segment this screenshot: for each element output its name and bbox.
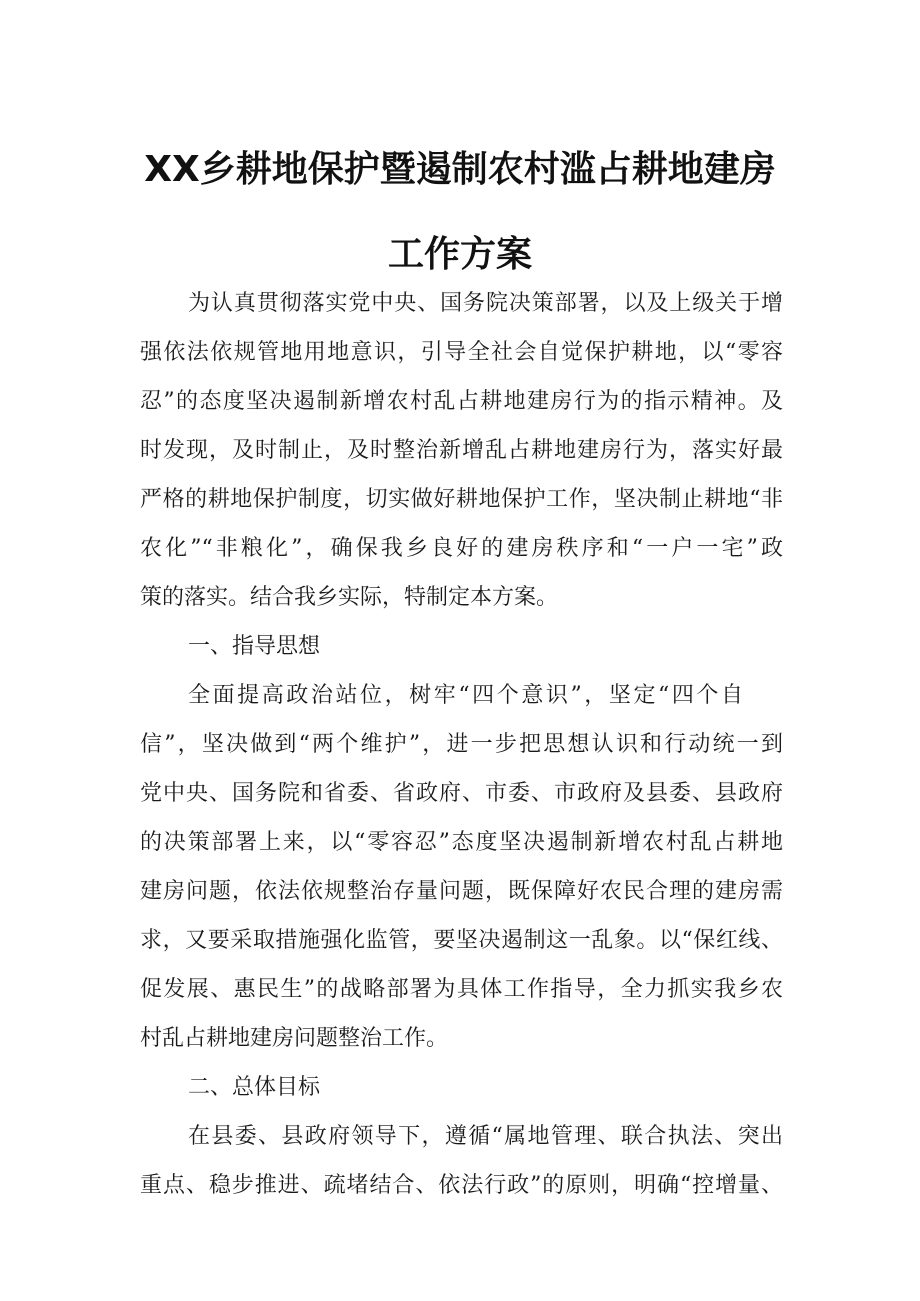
- section2-line: 重点、稳步推进、疏堵结合、依法行政”的原则，明确“控增量、: [140, 1173, 783, 1198]
- section1-line: 促发展、惠民生”的战略部署为具体工作指导，全力抓实我乡农: [140, 977, 783, 1002]
- section1-line: 全面提高政治站位，树牢“四个意识”，坚定“四个自: [188, 683, 743, 708]
- document-body: [140, 0, 783, 1301]
- document-title-line-2: 工作方案: [387, 234, 532, 275]
- intro-line: 强依法依规管地用地意识，引导全社会自觉保护耕地，以“零容: [140, 340, 783, 365]
- section-heading-overall-goal: 二、总体目标: [188, 1075, 321, 1100]
- intro-line: 忍”的态度坚决遏制新增农村乱占耕地建房行为的指示精神。及: [140, 389, 783, 414]
- intro-line: 时发现，及时制止，及时整治新增乱占耕地建房行为，落实好最: [140, 438, 783, 463]
- intro-line: 策的落实。结合我乡实际，特制定本方案。: [140, 585, 559, 610]
- section-heading-guiding-ideology: 一、指导思想: [188, 634, 321, 659]
- document-title-line-1: XX乡耕地保护暨遏制农村滥占耕地建房: [144, 149, 776, 190]
- section1-line: 的决策部署上来，以“零容忍”态度坚决遏制新增农村乱占耕地: [140, 830, 783, 855]
- section2-line: 在县委、县政府领导下，遵循“属地管理、联合执法、突出: [188, 1124, 783, 1149]
- section1-line: 求，又要采取措施强化监管，要坚决遏制这一乱象。以“保红线、: [140, 928, 783, 953]
- intro-line: 严格的耕地保护制度，切实做好耕地保护工作，坚决制止耕地“非: [140, 487, 783, 512]
- section1-line: 村乱占耕地建房问题整治工作。: [140, 1026, 449, 1051]
- intro-line: 为认真贯彻落实党中央、国务院决策部署，以及上级关于增: [188, 291, 783, 316]
- section1-line: 党中央、国务院和省委、省政府、市委、市政府及县委、县政府: [140, 781, 783, 806]
- intro-line: 农化”“非粮化”，确保我乡良好的建房秩序和“一户一宅”政: [140, 536, 783, 561]
- section1-line: 信”，坚决做到“两个维护”，进一步把思想认识和行动统一到: [140, 732, 783, 757]
- section1-line: 建房问题，依法依规整治存量问题，既保障好农民合理的建房需: [140, 879, 783, 904]
